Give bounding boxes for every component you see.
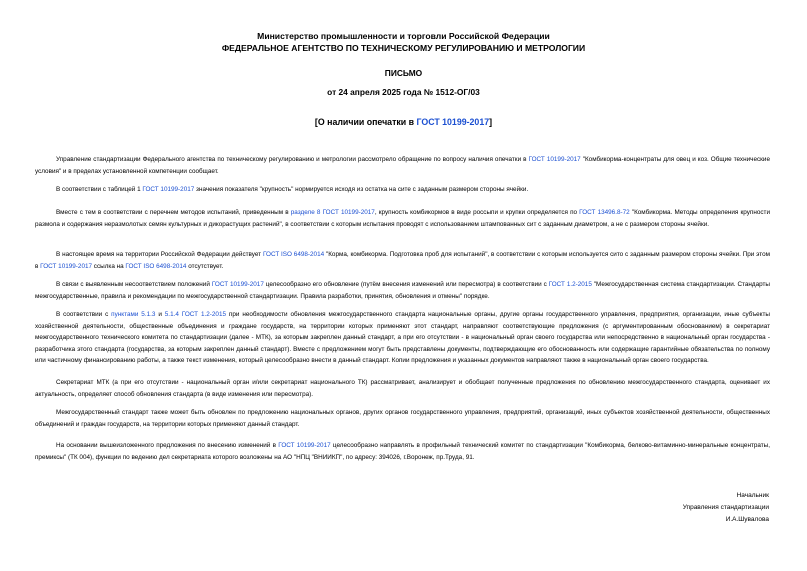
clause-5-1-3-link[interactable]: пунктами 5.1.3 (111, 311, 156, 318)
gost-1-2-link[interactable]: ГОСТ 1.2-2015 (548, 281, 592, 288)
ministry-title: Министерство промышленности и торговли Российской Федерации (257, 31, 550, 41)
gost-10199-link[interactable]: ГОСТ 10199-2017 (278, 442, 331, 449)
paragraph-7: Секретариат МТК (а при его отсутствии - национальный орган и/или секретариат национального ТК) рассматривает, анализирует и обобщает полученные предложения по обновлению межгосударственного стандарта, оценивает их актуальность, определяет способ обновления стандарта (в виде изменения или пересмотра). (35, 379, 770, 398)
signature-name: И.А.Шувалова (725, 516, 769, 523)
paragraph-9: На основании вышеизложенного предложения по внесению изменений в ГОСТ 10199-2017 целесообразно направлять в профильный технический комитет по стандартизации "Комбикорма, белково-витаминно-минеральные концентраты, премиксы" (ТК 004), функции по ведению дел секретариата которого возложены на АО "НПЦ "ВНИИКП", по адресу: 394026, г.Воронеж, пр.Труда, 91. (35, 442, 771, 461)
signature-department: Управления стандартизации (682, 504, 769, 511)
paragraph-6: В соответствии с пунктами 5.1.3 и 5.1.4 ГОСТ 1.2-2015 при необходимости обновления межгосударственного стандарта национальные органы, другие органы государственного управления, предприятия, организации, иные субъекты хозяйственной деятельности, общественные объединения и граждане государств, на территории которых применяют этот стандарт, направляют соответствующие предложения (с аргументированным обоснованием) в секретариат межгосударственного технического комитета по стандартизации (далее - МТК), за которым закреплен данный стандарт, а при его отсутствии - в национальный орган своего государства или непосредственно в национальный орган государства - разработчика этого стандарта (государства, за которым закреплен данный стандарт). Вместе с предложением могут быть представлены документы, подтверждающие его обоснованность или содержащие гарантийные обязательства по полному или частичному финансированию работы, а также текст изменения, который целесообразно внести в данный стандарт. Копии предложения и указанных документов направляют также в национальный орган своего государства. (35, 311, 770, 365)
paragraph-4: В настоящее время на территории Российской Федерации действует ГОСТ ISO 6498-2014 "Корма, комбикорма. Подготовка проб для испытаний", в соответствии с которым используется сито с заданным размером стороны ячейки. При этом в ГОСТ 10199-2017 ссылка на ГОСТ ISO 6498-2014 отсутствует. (35, 251, 770, 270)
clause-5-1-4-link[interactable]: 5.1.4 ГОСТ 1.2-2015 (164, 311, 227, 318)
paragraph-3: Вместе с тем в соответствии с перечнем методов испытаний, приведенным в разделе 8 ГОСТ 10199-2017, крупность комбикормов в виде россыпи и крупки определяется по ГОСТ 13496.8-72 "Комбикорма. Методы определения крупности размола и содержания неразмолотых семян культурных и дикорастущих растений", в соответствии с которым испытания проводят с использованием штампованных сит с заданным диаметром, а не с размером стороны ячейки. (35, 209, 770, 228)
gost-10199-link[interactable]: ГОСТ 10199-2017 (40, 262, 93, 270)
document-type: ПИСЬМО (384, 68, 423, 78)
document-subject: [О наличии опечатки в ГОСТ 10199-2017] (314, 117, 493, 127)
paragraph-5: В связи с выявленным несоответствием положений ГОСТ 10199-2017 целесообразно его обновление (путём внесения изменений или пересмотра) в соответствии с ГОСТ 1.2-2015 "Межгосударственная система стандартизации. Стандарты межгосударственные, правила и рекомендации по межгосударственной стандартизации. Правила разработки, принятия, обновления и отмены" порядке. (35, 281, 770, 300)
gost-iso-6498-link[interactable]: ГОСТ ISO 6498-2014 (125, 262, 187, 270)
paragraph-8: Межгосударственный стандарт также может быть обновлен по предложению национальных органов, других органов государственного управления, предприятий, организаций, иных субъектов хозяйственной деятельности, общественных объединений и граждан государств, на территории которых применяют данный стандарт. (35, 409, 770, 428)
paragraph-1: Управление стандартизации Федерального агентства по техническому регулированию и метрологии рассмотрело обращение по вопросу наличия опечатки в ГОСТ 10199-2017 "Комбикорма-концентраты для овец и коз. Общие технические условия" и в пределах установленной компетенции сообщает. (35, 156, 770, 175)
gost-10199-link[interactable]: ГОСТ 10199-2017 (211, 281, 264, 288)
document-date: от 24 апреля 2025 года № 1512-ОГ/03 (327, 87, 480, 97)
signature-position: Начальник (736, 492, 769, 499)
gost-iso-6498-link[interactable]: ГОСТ ISO 6498-2014 (262, 251, 325, 258)
gost-13496-link[interactable]: ГОСТ 13496.8-72 (579, 209, 630, 216)
subject-gost-link[interactable]: ГОСТ 10199-2017 (416, 117, 490, 127)
section-8-link[interactable]: разделе 8 ГОСТ 10199-2017 (290, 209, 375, 216)
paragraph-2: В соответствии с таблицей 1 ГОСТ 10199-2017 значения показателя "крупность" нормируется исходя из остатка на сите с заданным размером стороны ячейки. (56, 186, 529, 193)
gost-10199-link[interactable]: ГОСТ 10199-2017 (528, 156, 581, 163)
agency-title: ФЕДЕРАЛЬНОЕ АГЕНТСТВО ПО ТЕХНИЧЕСКОМУ РЕГУЛИРОВАНИЮ И МЕТРОЛОГИИ (221, 43, 586, 53)
gost-10199-link[interactable]: ГОСТ 10199-2017 (142, 186, 195, 193)
